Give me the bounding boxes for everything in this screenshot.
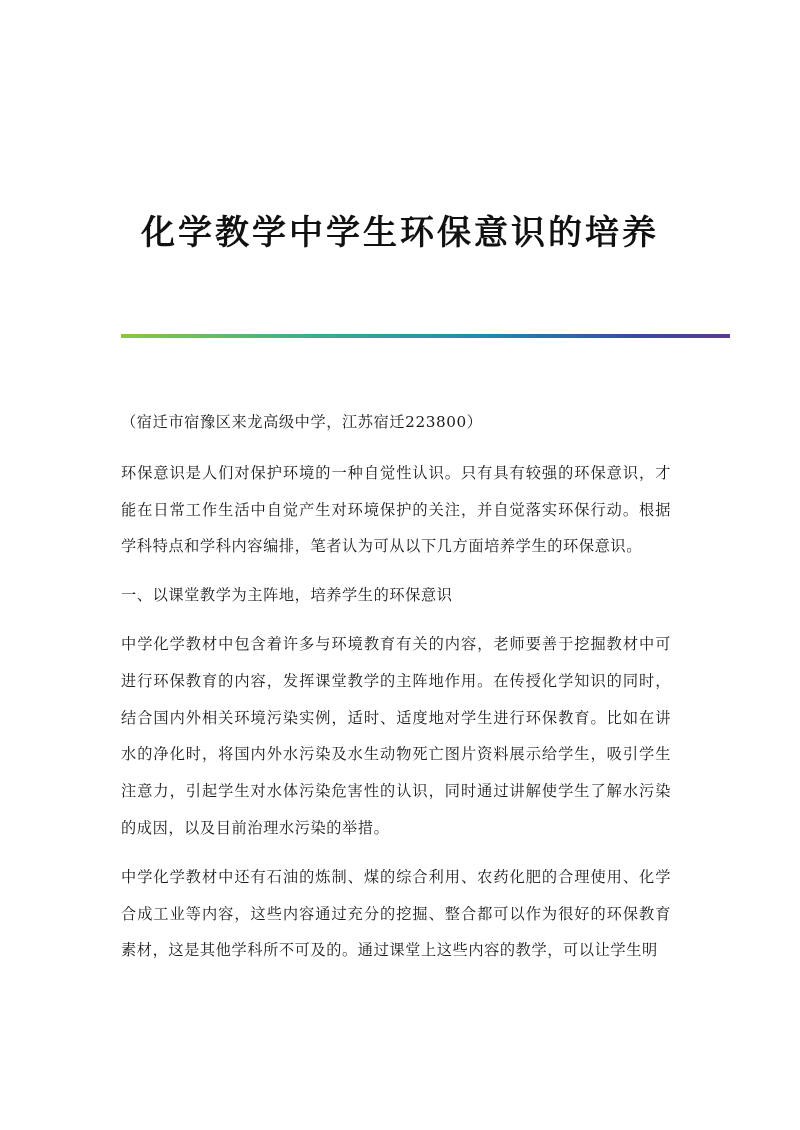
- author-affiliation: （宿迁市宿豫区来龙高级中学，江苏宿迁223800）: [121, 413, 483, 431]
- document-title: 化学教学中学生环保意识的培养: [141, 212, 659, 253]
- title-divider: [121, 334, 730, 338]
- document-body: [121, 404, 671, 981]
- paragraph-intro: 环保意识是人们对保护环境的一种自觉性认识。只有具有较强的环保意识，才能在日常工作生活中自觉产生对环境保护的关注，并自觉落实环保行动。根据学科特点和学科内容编排，笔者认为可从以下几方面培养学生的环保意识。: [121, 463, 671, 556]
- section-heading-1: 一、以课堂教学为主阵地，培养学生的环保意识: [121, 586, 453, 605]
- paragraph-classroom: 中学化学教材中包含着许多与环境教育有关的内容，老师要善于挖掘教材中可进行环保教育的内容，发挥课堂教学的主阵地作用。在传授化学知识的同时，结合国内外相关环境污染实例，适时、适度地对学生进行环保教育。比如在讲水的净化时，将国内外水污染及水生动物死亡图片资料展示给学生，吸引学生注意力，引起学生对水体污染危害性的认识，同时通过讲解使学生了解水污染的成因，以及目前治理水污染的举措。: [121, 634, 671, 837]
- paragraph-materials: 中学化学教材中还有石油的炼制、煤的综合利用、农药化肥的合理使用、化学合成工业等内容，这些内容通过充分的挖掘、整合都可以作为很好的环保教育素材，这是其他学科所不可及的。通过课堂上这些内容的教学，可以让学生明: [121, 867, 671, 960]
